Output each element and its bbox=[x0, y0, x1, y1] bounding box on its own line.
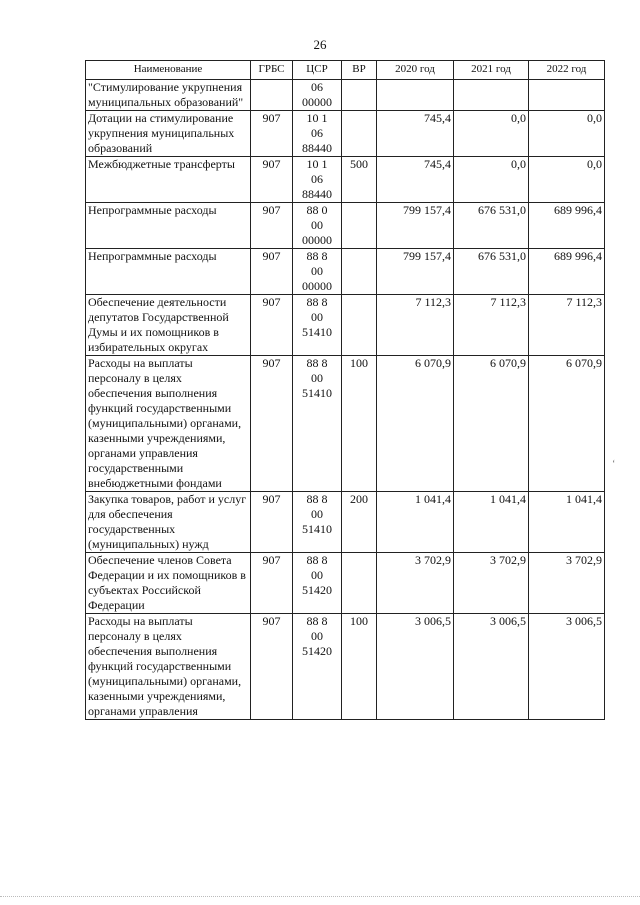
csr-code-part: 88440 bbox=[302, 141, 332, 155]
cell-2021: 676 531,0 bbox=[454, 249, 529, 295]
csr-code-part: 51420 bbox=[302, 583, 332, 597]
column-header-csr: ЦСР bbox=[293, 61, 342, 80]
cell-2022: 0,0 bbox=[529, 157, 605, 203]
table-row bbox=[86, 553, 605, 614]
csr-code-part: 06 bbox=[311, 172, 323, 186]
cell-name: Закупка товаров, работ и услуг для обеспечения государственных (муниципальных) нужд bbox=[86, 492, 251, 553]
cell-vr: 500 bbox=[342, 157, 377, 203]
column-header-grbs: ГРБС bbox=[251, 61, 293, 80]
cell-2022: 689 996,4 bbox=[529, 249, 605, 295]
cell-name: Непрограммные расходы bbox=[86, 203, 251, 249]
cell-2021: 1 041,4 bbox=[454, 492, 529, 553]
cell-2020: 7 112,3 bbox=[377, 295, 454, 356]
cell-grbs: 907 bbox=[251, 157, 293, 203]
csr-code-part: 00 bbox=[311, 310, 323, 324]
csr-code-part: 06 bbox=[311, 126, 323, 140]
column-header-vr: ВР bbox=[342, 61, 377, 80]
cell-vr bbox=[342, 80, 377, 111]
csr-code-part: 88 8 bbox=[306, 492, 328, 506]
csr-code-part: 00000 bbox=[302, 233, 332, 247]
cell-2021: 6 070,9 bbox=[454, 356, 529, 492]
cell-2020: 3 702,9 bbox=[377, 553, 454, 614]
cell-2022: 3 006,5 bbox=[529, 614, 605, 720]
cell-csr bbox=[293, 553, 342, 614]
cell-2022: 6 070,9 bbox=[529, 356, 605, 492]
cell-name: Дотации на стимулирование укрупнения муниципальных образований bbox=[86, 111, 251, 157]
cell-2021: 0,0 bbox=[454, 157, 529, 203]
cell-vr bbox=[342, 203, 377, 249]
cell-csr bbox=[293, 492, 342, 553]
budget-table bbox=[85, 60, 605, 720]
cell-2022 bbox=[529, 80, 605, 111]
cell-2022: 7 112,3 bbox=[529, 295, 605, 356]
cell-grbs bbox=[251, 80, 293, 111]
cell-vr bbox=[342, 295, 377, 356]
cell-grbs: 907 bbox=[251, 249, 293, 295]
csr-code-part: 88 8 bbox=[306, 356, 328, 370]
csr-code-part: 00 bbox=[311, 371, 323, 385]
cell-2020: 3 006,5 bbox=[377, 614, 454, 720]
csr-code-part: 10 1 bbox=[306, 111, 328, 125]
cell-grbs: 907 bbox=[251, 553, 293, 614]
cell-2020 bbox=[377, 80, 454, 111]
cell-2022: 3 702,9 bbox=[529, 553, 605, 614]
cell-csr bbox=[293, 111, 342, 157]
csr-code-part: 88 8 bbox=[306, 553, 328, 567]
table-row bbox=[86, 80, 605, 111]
cell-name: Расходы на выплаты персоналу в целях обеспечения выполнения функций государственными (муниципальными) органами, казенными учреждениями, органами управления bbox=[86, 614, 251, 720]
cell-name: Непрограммные расходы bbox=[86, 249, 251, 295]
cell-name: "Стимулирование укрупнения муниципальных образований" bbox=[86, 80, 251, 111]
cell-2021 bbox=[454, 80, 529, 111]
csr-code-part: 00 bbox=[311, 507, 323, 521]
cell-name: Межбюджетные трансферты bbox=[86, 157, 251, 203]
csr-code-part: 00000 bbox=[302, 279, 332, 293]
cell-2021: 676 531,0 bbox=[454, 203, 529, 249]
column-header-2020: 2020 год bbox=[377, 61, 454, 80]
csr-code-part: 51410 bbox=[302, 325, 332, 339]
table-body bbox=[86, 80, 605, 720]
table-row bbox=[86, 295, 605, 356]
table-row bbox=[86, 249, 605, 295]
cell-csr bbox=[293, 614, 342, 720]
table-row bbox=[86, 157, 605, 203]
cell-grbs: 907 bbox=[251, 203, 293, 249]
cell-2022: 0,0 bbox=[529, 111, 605, 157]
cell-grbs: 907 bbox=[251, 111, 293, 157]
csr-code-part: 88 0 bbox=[306, 203, 328, 217]
cell-csr bbox=[293, 157, 342, 203]
csr-code-part: 00 bbox=[311, 218, 323, 232]
page-number: 26 bbox=[313, 37, 327, 52]
cell-2020: 1 041,4 bbox=[377, 492, 454, 553]
table-row bbox=[86, 356, 605, 492]
cell-grbs: 907 bbox=[251, 356, 293, 492]
column-header-2022: 2022 год bbox=[529, 61, 605, 80]
cell-grbs: 907 bbox=[251, 295, 293, 356]
table-row bbox=[86, 203, 605, 249]
cell-2021: 0,0 bbox=[454, 111, 529, 157]
cell-2020: 745,4 bbox=[377, 157, 454, 203]
cell-csr bbox=[293, 356, 342, 492]
cell-2020: 799 157,4 bbox=[377, 249, 454, 295]
cell-vr bbox=[342, 553, 377, 614]
csr-code-part: 51410 bbox=[302, 522, 332, 536]
margin-mark: ‘ bbox=[612, 459, 616, 470]
csr-code-part: 88 8 bbox=[306, 295, 328, 309]
csr-code-part: 00000 bbox=[302, 95, 332, 109]
cell-name: Обеспечение членов Совета Федерации и их помощников в субъектах Российской Федерации bbox=[86, 553, 251, 614]
cell-grbs: 907 bbox=[251, 614, 293, 720]
cell-2020: 745,4 bbox=[377, 111, 454, 157]
table-row bbox=[86, 614, 605, 720]
csr-code-part: 00 bbox=[311, 568, 323, 582]
csr-code-part: 51420 bbox=[302, 644, 332, 658]
cell-grbs: 907 bbox=[251, 492, 293, 553]
csr-code-part: 00 bbox=[311, 264, 323, 278]
cell-name: Расходы на выплаты персоналу в целях обеспечения выполнения функций государственными (муниципальными) органами, казенными учреждениями, органами управления государственными внебюджетными фондами bbox=[86, 356, 251, 492]
csr-code-part: 88 8 bbox=[306, 249, 328, 263]
cell-vr: 200 bbox=[342, 492, 377, 553]
cell-vr: 100 bbox=[342, 356, 377, 492]
cell-csr bbox=[293, 203, 342, 249]
csr-code-part: 51410 bbox=[302, 386, 332, 400]
column-header-2021: 2021 год bbox=[454, 61, 529, 80]
csr-code-part: 10 1 bbox=[306, 157, 328, 171]
csr-code-part: 06 bbox=[311, 80, 323, 94]
table-row bbox=[86, 111, 605, 157]
cell-2021: 3 702,9 bbox=[454, 553, 529, 614]
cell-vr bbox=[342, 249, 377, 295]
cell-csr bbox=[293, 295, 342, 356]
csr-code-part: 88 8 bbox=[306, 614, 328, 628]
cell-2020: 6 070,9 bbox=[377, 356, 454, 492]
table-header-row bbox=[86, 61, 605, 80]
csr-code-part: 00 bbox=[311, 629, 323, 643]
column-header-name: Наименование bbox=[86, 61, 251, 80]
cell-2022: 1 041,4 bbox=[529, 492, 605, 553]
cell-vr bbox=[342, 111, 377, 157]
csr-code-part: 88440 bbox=[302, 187, 332, 201]
cell-2022: 689 996,4 bbox=[529, 203, 605, 249]
table-row bbox=[86, 492, 605, 553]
cell-vr: 100 bbox=[342, 614, 377, 720]
cell-csr bbox=[293, 249, 342, 295]
cell-2020: 799 157,4 bbox=[377, 203, 454, 249]
page-bottom-rule bbox=[0, 896, 640, 897]
cell-2021: 3 006,5 bbox=[454, 614, 529, 720]
cell-name: Обеспечение деятельности депутатов Государственной Думы и их помощников в избирательных округах bbox=[86, 295, 251, 356]
cell-2021: 7 112,3 bbox=[454, 295, 529, 356]
cell-csr bbox=[293, 80, 342, 111]
